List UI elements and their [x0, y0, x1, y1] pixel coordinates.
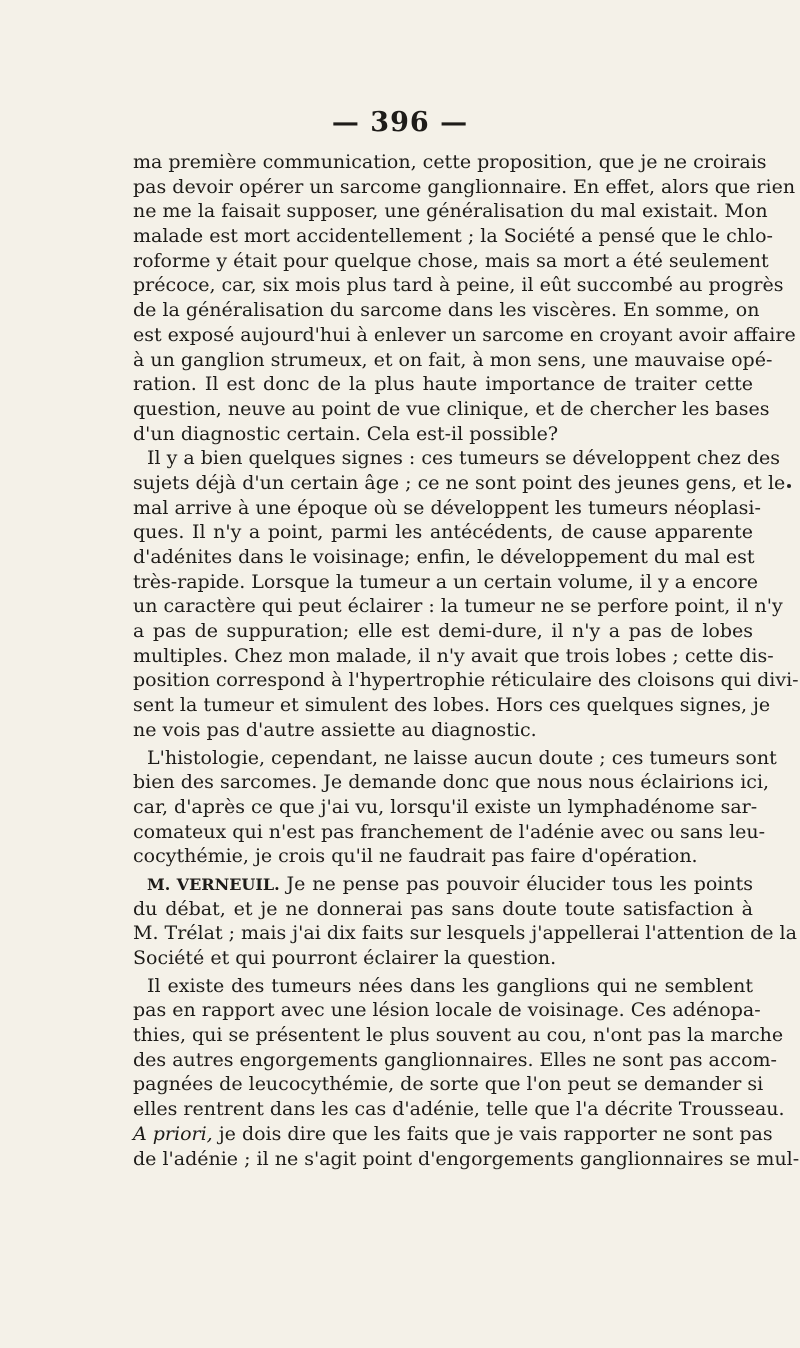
speaker-line [133, 872, 753, 897]
text-line: question, neuve au point de vue clinique, et de chercher les bases [133, 397, 770, 420]
text-line: précoce, car, six mois plus tard à peine, il eût succombé au progrès [133, 274, 784, 297]
text-line: du débat, et je ne donnerai pas sans doute toute satisfaction à [133, 897, 753, 920]
text-line: de la généralisation du sarcome dans les viscères. En somme, on [133, 299, 760, 322]
page-number: — 396 — [331, 107, 469, 138]
text-line: elles rentrent dans les cas d'adénie, telle que l'a décrite Trousseau. [133, 1098, 785, 1121]
speaker-text: Je ne pense pas pouvoir élucider tous les points [286, 872, 753, 895]
text-line: ne vois pas d'autre assiette au diagnostic. [133, 718, 537, 741]
text-line: des autres engorgements ganglionnaires. Elles ne sont pas accom- [133, 1048, 777, 1071]
text-line: car, d'après ce que j'ai vu, lorsqu'il existe un lymphadénome sar- [133, 795, 758, 818]
margin-mark [787, 484, 791, 488]
text-line: d'un diagnostic certain. Cela est-il possible? [133, 422, 559, 445]
text-line: cocythémie, je crois qu'il ne faudrait pas faire d'opération. [133, 845, 698, 868]
text-line: à un ganglion strumeux, et on fait, à mon sens, une mauvaise opé- [133, 348, 773, 371]
italic-line [133, 1122, 773, 1147]
text-line: M. Trélat ; mais j'ai dix faits sur lesquels j'appellerai l'attention de la [133, 922, 797, 945]
text-line: bien des sarcomes. Je demande donc que nous nous éclairions ici, [133, 771, 770, 794]
paragraph-start: L'histologie, cependant, ne laisse aucun doute ; ces tumeurs sont [147, 746, 777, 769]
a-priori-phrase: A priori, [133, 1122, 213, 1145]
text-line: un caractère qui peut éclairer : la tumeur ne se perfore point, il n'y [133, 595, 783, 618]
text-line: sent la tumeur et simulent des lobes. Hors ces quelques signes, je [133, 694, 771, 717]
text-line: très-rapide. Lorsque la tumeur a un certain volume, il y a encore [133, 570, 758, 593]
text-line: mal arrive à une époque où se développent les tumeurs néoplasi- [133, 496, 761, 519]
text-line: malade est mort accidentellement ; la Société a pensé que le chlo- [133, 225, 773, 248]
text-line: d'adénites dans le voisinage; enfin, le développement du mal est [133, 546, 755, 568]
text-line: roforme y était pour quelque chose, mais sa mort a été seulement [133, 249, 769, 272]
text-line: multiples. Chez mon malade, il n'y avait que trois lobes ; cette dis- [133, 644, 774, 667]
text-line: sujets déjà d'un certain âge ; ce ne sont point des jeunes gens, et le [133, 471, 786, 494]
text-line: est exposé aujourd'hui à enlever un sarcome en croyant avoir affaire [133, 323, 796, 346]
italic-line-text: je dois dire que les faits que je vais rapporter ne sont pas [218, 1122, 773, 1145]
body-text [133, 150, 800, 1171]
speaker-name: M. VERNEUIL. [147, 874, 280, 894]
text-line: pas devoir opérer un sarcome ganglionnaire. En effet, alors que rien [133, 175, 796, 198]
paragraph-start: Il y a bien quelques signes : ces tumeurs se développent chez des [147, 447, 781, 470]
text-line: de l'adénie ; il ne s'agit point d'engorgements ganglionnaires se mul- [133, 1147, 800, 1170]
text-line: ration. Il est donc de la plus haute importance de traiter cette [133, 373, 753, 396]
text-line: comateux qui n'est pas franchement de l'adénie avec ou sans leu- [133, 820, 766, 843]
text-line: position correspond à l'hypertrophie réticulaire des cloisons qui divi- [133, 669, 799, 692]
text-line: ques. Il n'y a point, parmi les antécédents, de cause apparente [133, 521, 753, 544]
text-line: Société et qui pourront éclairer la question. [133, 947, 557, 969]
text-line: pas en rapport avec une lésion locale de voisinage. Ces adénopa- [133, 999, 761, 1022]
paragraph-start: Il existe des tumeurs nées dans les ganglions qui ne semblent [147, 974, 753, 997]
text-line: thies, qui se présentent le plus souvent au cou, n'ont pas la marche [133, 1024, 784, 1047]
text-line: a pas de suppuration; elle est demi-dure, il n'y a pas de lobes [133, 620, 753, 643]
text-line: ne me la faisait supposer, une généralisation du mal existait. Mon [133, 200, 768, 223]
text-line: ma première communication, cette proposition, que je ne croirais [133, 151, 767, 173]
text-line: pagnées de leucocythémie, de sorte que l'on peut se demander si [133, 1073, 764, 1096]
